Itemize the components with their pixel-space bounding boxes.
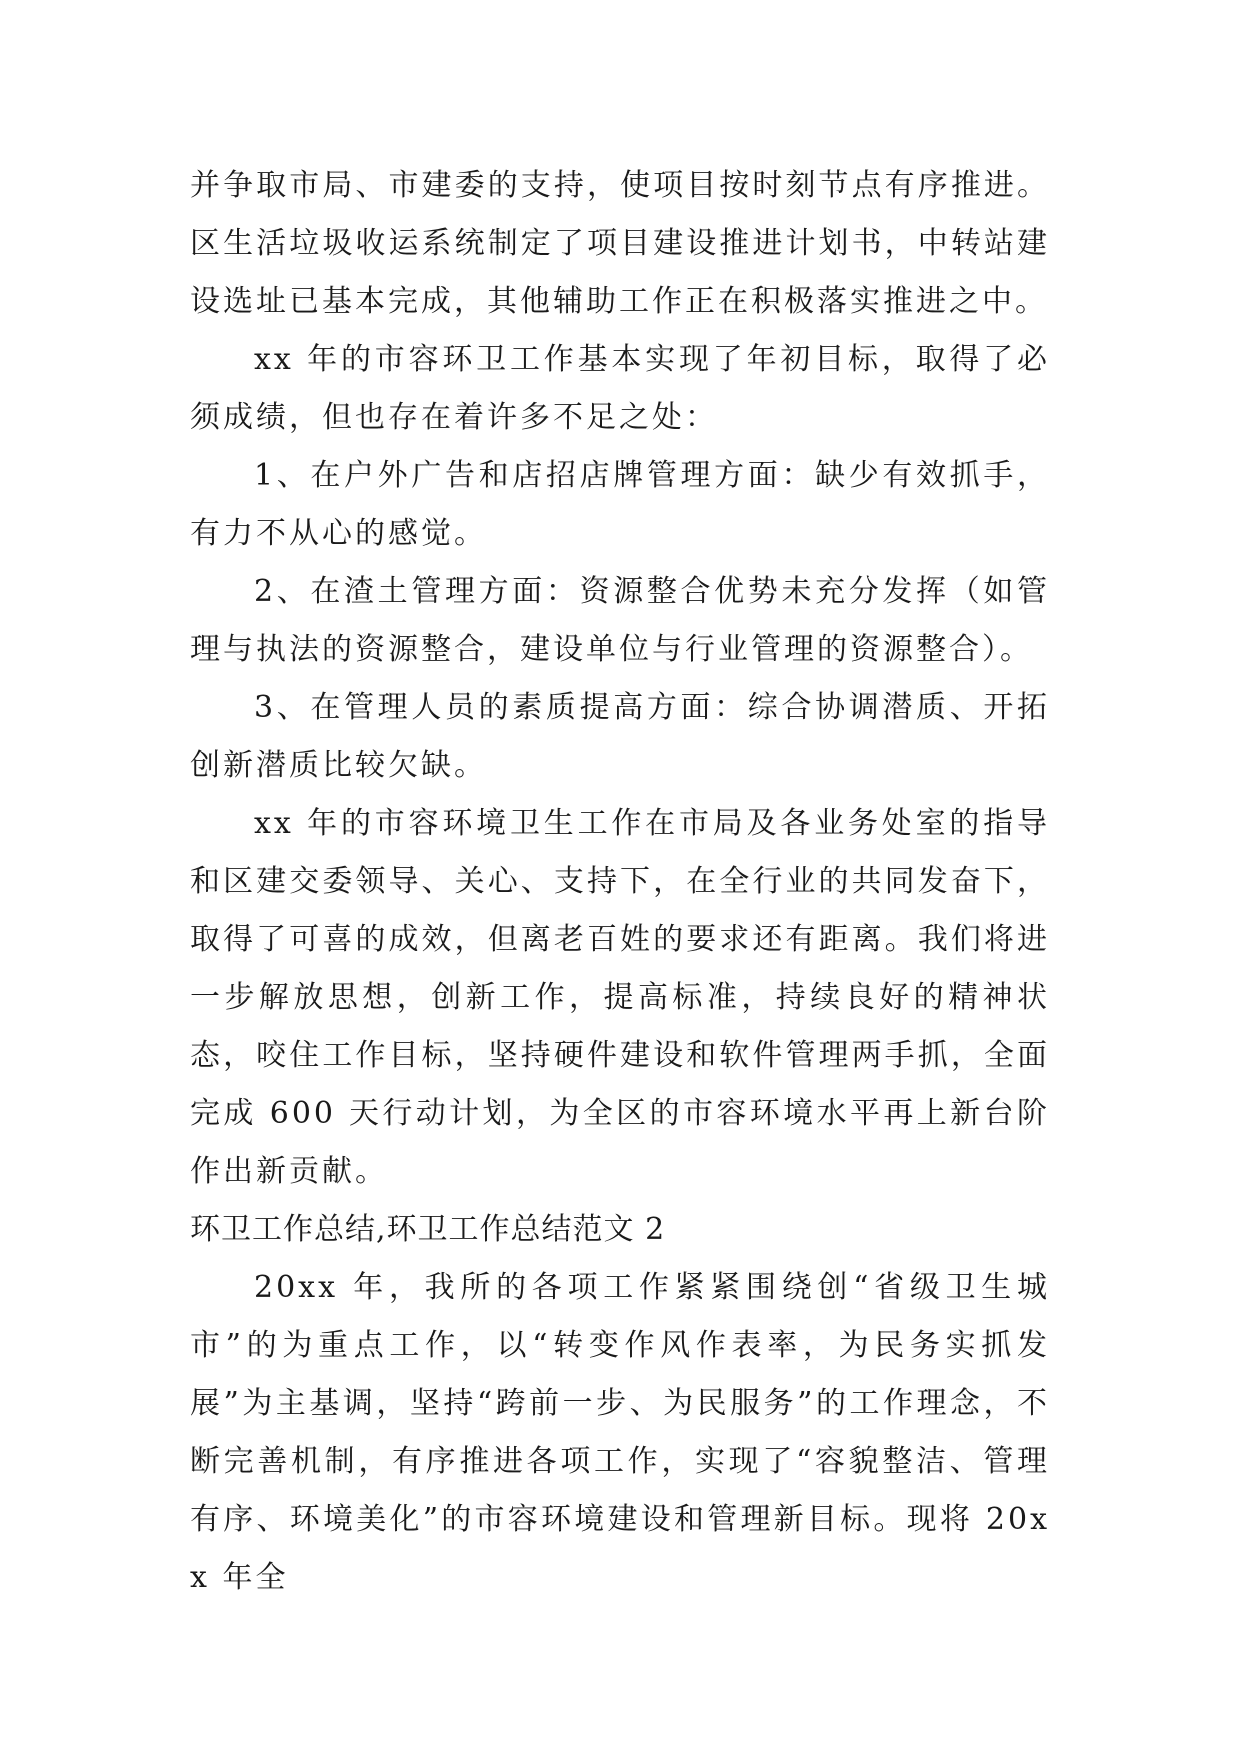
paragraph-shortcoming-3: 3、在管理人员的素质提高方面：综合协调潜质、开拓创新潜质比较欠缺。 — [190, 690, 1050, 783]
paragraph-outlook: xx 年的市容环境卫生工作在市局及各业务处室的指导和区建交委领导、关心、支持下，在全行业的共同发奋下，取得了可喜的成效，但离老百姓的要求还有距离。我们将进一步解放思想，创新工作，提高标准，持续良好的精神状态，咬住工作目标，坚持硬件建设和软件管理两手抓，全面完成 600 天行动计划，为全区的市容环境水平再上新台阶作出新贡献。 — [190, 806, 1050, 1189]
document-body — [190, 157, 1050, 1607]
section-title: 环卫工作总结,环卫工作总结范文 2 — [190, 1212, 666, 1247]
paragraph-summary: xx 年的市容环卫工作基本实现了年初目标，取得了必须成绩，但也存在着许多不足之处： — [190, 342, 1050, 435]
paragraph-continuation: 并争取市局、市建委的支持，使项目按时刻节点有序推进。区生活垃圾收运系统制定了项目建设推进计划书，中转站建设选址已基本完成，其他辅助工作正在积极落实推进之中。 — [190, 168, 1050, 319]
paragraph-section-intro: 20xx 年，我所的各项工作紧紧围绕创“省级卫生城市”的为重点工作，以“转变作风作表率，为民务实抓发展”为主基调，坚持“跨前一步、为民服务”的工作理念，不断完善机制，有序推进各项工作，实现了“容貌整洁、管理有序、环境美化”的市容环境建设和管理新目标。现将 20xx 年全 — [190, 1270, 1050, 1595]
paragraph-shortcoming-2: 2、在渣土管理方面：资源整合优势未充分发挥（如管理与执法的资源整合，建设单位与行业管理的资源整合）。 — [190, 574, 1050, 667]
paragraph-shortcoming-1: 1、在户外广告和店招店牌管理方面：缺少有效抓手，有力不从心的感觉。 — [190, 458, 1050, 551]
